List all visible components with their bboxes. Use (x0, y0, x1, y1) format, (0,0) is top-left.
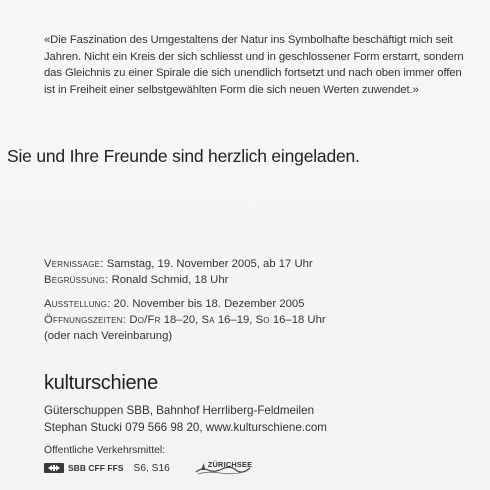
vernissage-value: Samstag, 19. November 2005, ab 17 Uhr (103, 258, 313, 270)
artist-quote (44, 32, 484, 98)
oeffnungszeiten-days-1: Do/Fr (126, 313, 161, 326)
oeffnungszeiten-hours-3: 16–18 Uhr (269, 313, 326, 326)
appointment-note: (oder nach Vereinbarung) (44, 330, 173, 343)
transit-info (44, 461, 252, 475)
spacer (44, 289, 326, 296)
quote-line: ist in Freiheit einer selbstgewählten Form die sich neuen Werten zuwendet.» (44, 83, 419, 96)
organizer-contact: Stephan Stucki 079 566 98 20, www.kulturschiene.com (44, 421, 327, 435)
begruessung-row (44, 272, 326, 288)
begruessung-value: Ronald Schmid, 18 Uhr (108, 274, 229, 287)
sbb-operator: SBB CFF FFS (68, 463, 124, 473)
oeffnungszeiten-days-2: Sa (201, 313, 215, 326)
organizer-address: Güterschuppen SBB, Bahnhof Herrliberg-Feldmeilen (44, 404, 315, 417)
sbb-logo-icon (44, 463, 64, 473)
vernissage-row (44, 256, 326, 272)
oeffnungszeiten-row (44, 312, 326, 328)
vernissage-label: Vernissage: (44, 258, 104, 270)
ausstellung-row (44, 296, 326, 312)
organizer-address-block (44, 402, 327, 436)
oeffnungszeiten-label: Öffnungszeiten: (44, 313, 127, 326)
oeffnungszeiten-days-3: So (255, 313, 270, 326)
oeffnungszeiten-hours-2: 16–19, (214, 313, 256, 326)
quote-line: das Gleichnis zu einer Spirale die sich unendlich fortsetzt und nach oben immer offen (44, 67, 462, 79)
event-details (44, 256, 326, 344)
begruessung-label: Begrüssung: (44, 274, 109, 287)
quote-line: Jahren. Nicht ein Kreis der sich schliesst und in geschlossener Form erstarrt, sondern (44, 50, 464, 63)
organizer-name: kulturschiene (44, 372, 158, 394)
ausstellung-value: 20. November bis 18. Dezember 2005 (110, 297, 305, 310)
zuerichsee-logo-icon (194, 460, 252, 476)
ausstellung-label: Ausstellung: (44, 297, 111, 310)
transit-label: Öffentliche Verkehrsmittel: (44, 445, 166, 456)
train-lines: S6, S16 (133, 462, 170, 474)
oeffnungszeiten-hours-1: 18–20, (160, 313, 202, 326)
quote-line: «Die Faszination des Umgestaltens der Natur ins Symbolhafte beschäftigt mich seit (44, 34, 453, 46)
invitation-text: Sie und Ihre Freunde sind herzlich eingeladen. (7, 146, 360, 166)
zuerichsee-text: ZÜRICHSEE (207, 460, 253, 469)
